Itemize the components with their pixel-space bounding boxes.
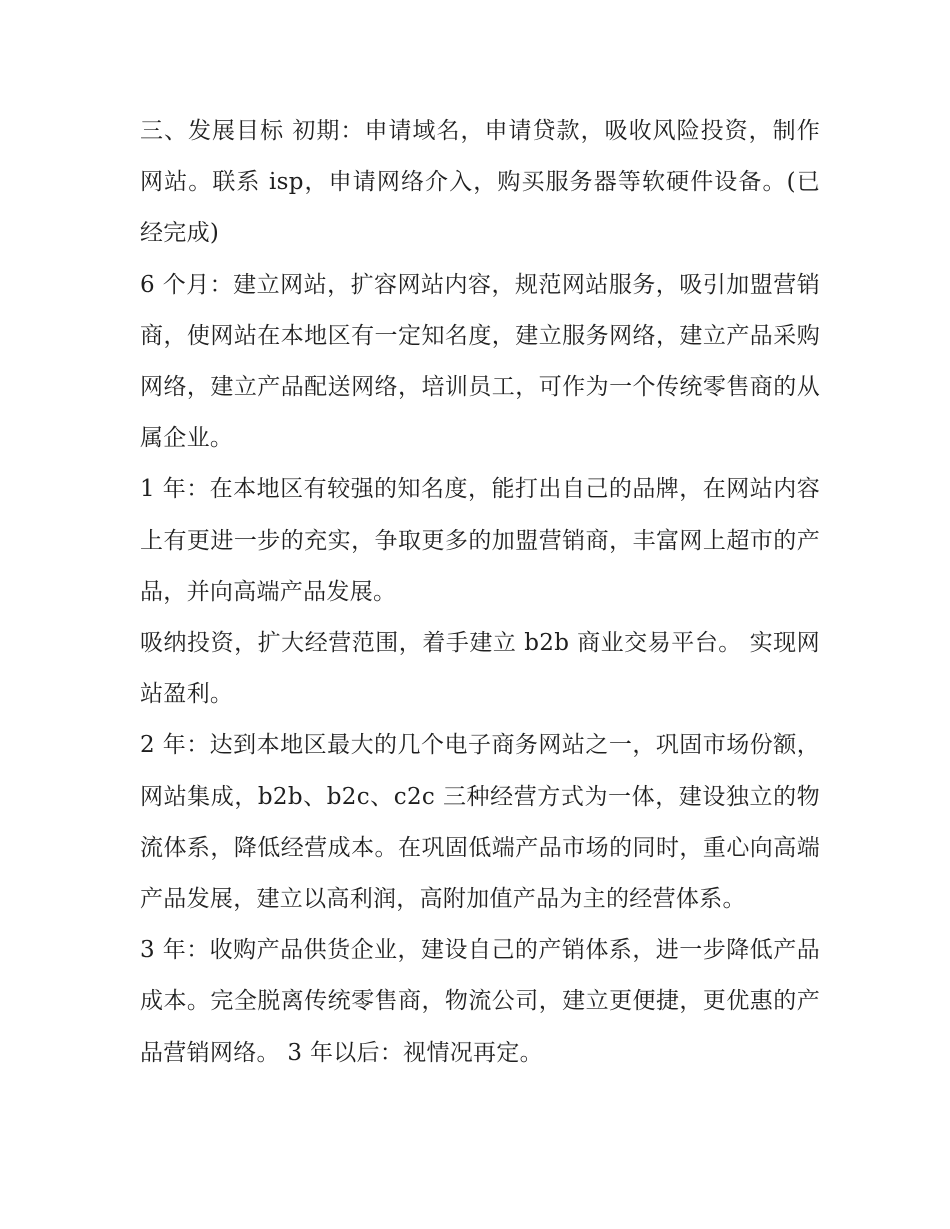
paragraph-investment: 吸纳投资，扩大经营范围，着手建立 b2b 商业交易平台。 实现网站盈利。 (140, 630, 820, 708)
document-body (140, 106, 820, 1079)
paragraph-goals-3-years: 3 年：收购产品供货企业，建设自己的产销体系，进一步降低产品成本。完全脱离传统零售商，物流公司，建立更便捷，更优惠的产品营销网络。 3 年以后：视情况再定。 (140, 937, 820, 1066)
paragraph-goals-1-year: 1 年：在本地区有较强的知名度，能打出自己的品牌，在网站内容上有更进一步的充实，争取更多的加盟营销商，丰富网上超市的产品，并向高端产品发展。 (140, 476, 820, 605)
paragraph-goals-2-years: 2 年：达到本地区最大的几个电子商务网站之一，巩固市场份额，网站集成，b2b、b2c、c2c 三种经营方式为一体，建设独立的物流体系，降低经营成本。在巩固低端产品市场的同时，重心向高端产品发展，建立以高利润，高附加值产品为主的经营体系。 (140, 732, 820, 913)
paragraph-goals-6-months: 6 个月：建立网站，扩容网站内容，规范网站服务，吸引加盟营销商，使网站在本地区有一定知名度，建立服务网络，建立产品采购网络，建立产品配送网络，培训员工，可作为一个传统零售商的从属企业。 (140, 271, 820, 452)
paragraph-goals-initial: 三、发展目标 初期：申请域名，申请贷款，吸收风险投资，制作网站。联系 isp，申请网络介入，购买服务器等软硬件设备。(已经完成) (140, 118, 820, 247)
